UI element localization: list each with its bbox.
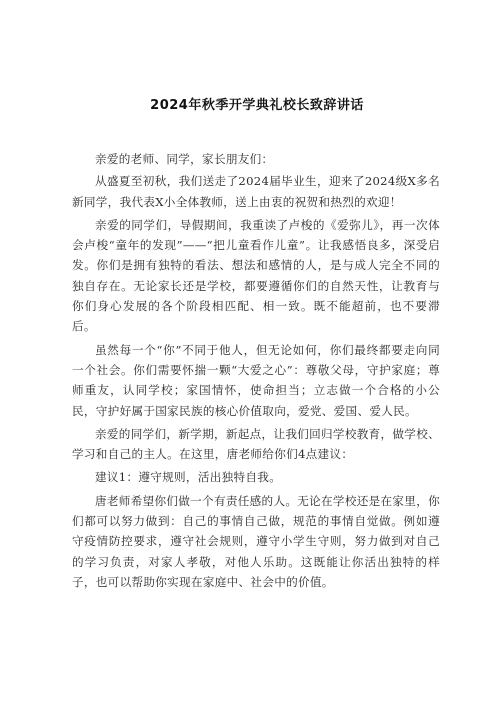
paragraph-new-semester: 亲爱的同学们，新学期，新起点，让我们回归学校教育，做学校、学习和自己的主人。在这里，唐老师给你们4点建议： [72,426,440,462]
document-title: 2024年秋季开学典礼校长致辞讲话 [150,98,364,113]
paragraph-society: 虽然每一个“你”不同于他人，但无论如何，你们最终都要走向同一个社会。你们需要怀揣一颗“大爱之心”：尊敬父母，守护家庭；尊师重友，认同学校；家国情怀，使命担当；立志做一个合格的小公民，守护好属于国家民族的核心价值取向，爱党、爱国、爱人民。 [72,342,440,418]
paragraph-greeting: 亲爱的老师、同学，家长朋友们： [95,152,274,166]
paragraph-responsibility: 唐老师希望你们做一个有责任感的人。无论在学校还是在家里，你们都可以努力做到：自己的事情自己做，规范的事情自觉做。例如遵守疫情防控要求，遵守社会规则，遵守小学生守则，努力做到对自己的学习负责，对家人孝敬，对他人乐助。这既能让你活出独特的样子，也可以帮助你实现在家庭中、社会中的价值。 [72,493,440,589]
paragraph-suggestion-1: 建议1：遵守规则，活出独特自我。 [95,470,282,485]
paragraph-rousseau: 亲爱的同学们，导假期间，我重读了卢梭的《爱弥儿》，再一次体会卢梭“童年的发现”——“把儿童看作儿童”。让我感悟良多，深受启发。你们是拥有独特的看法、想法和感情的人，是与成人完全不同的独自存在。无论家长还是学校，都要遵循你们的自然天性，让教育与你们身心发展的各个阶段相匹配、相一致。既不能超前，也不要滞后。 [72,217,440,334]
document-body [72,149,440,592]
paragraph-welcome: 从盛夏至初秋，我们送走了2024届毕业生，迎来了2024级X多名新同学，我代表X小全体教师，送上由衷的祝贺和热烈的欢迎！ [72,174,440,209]
